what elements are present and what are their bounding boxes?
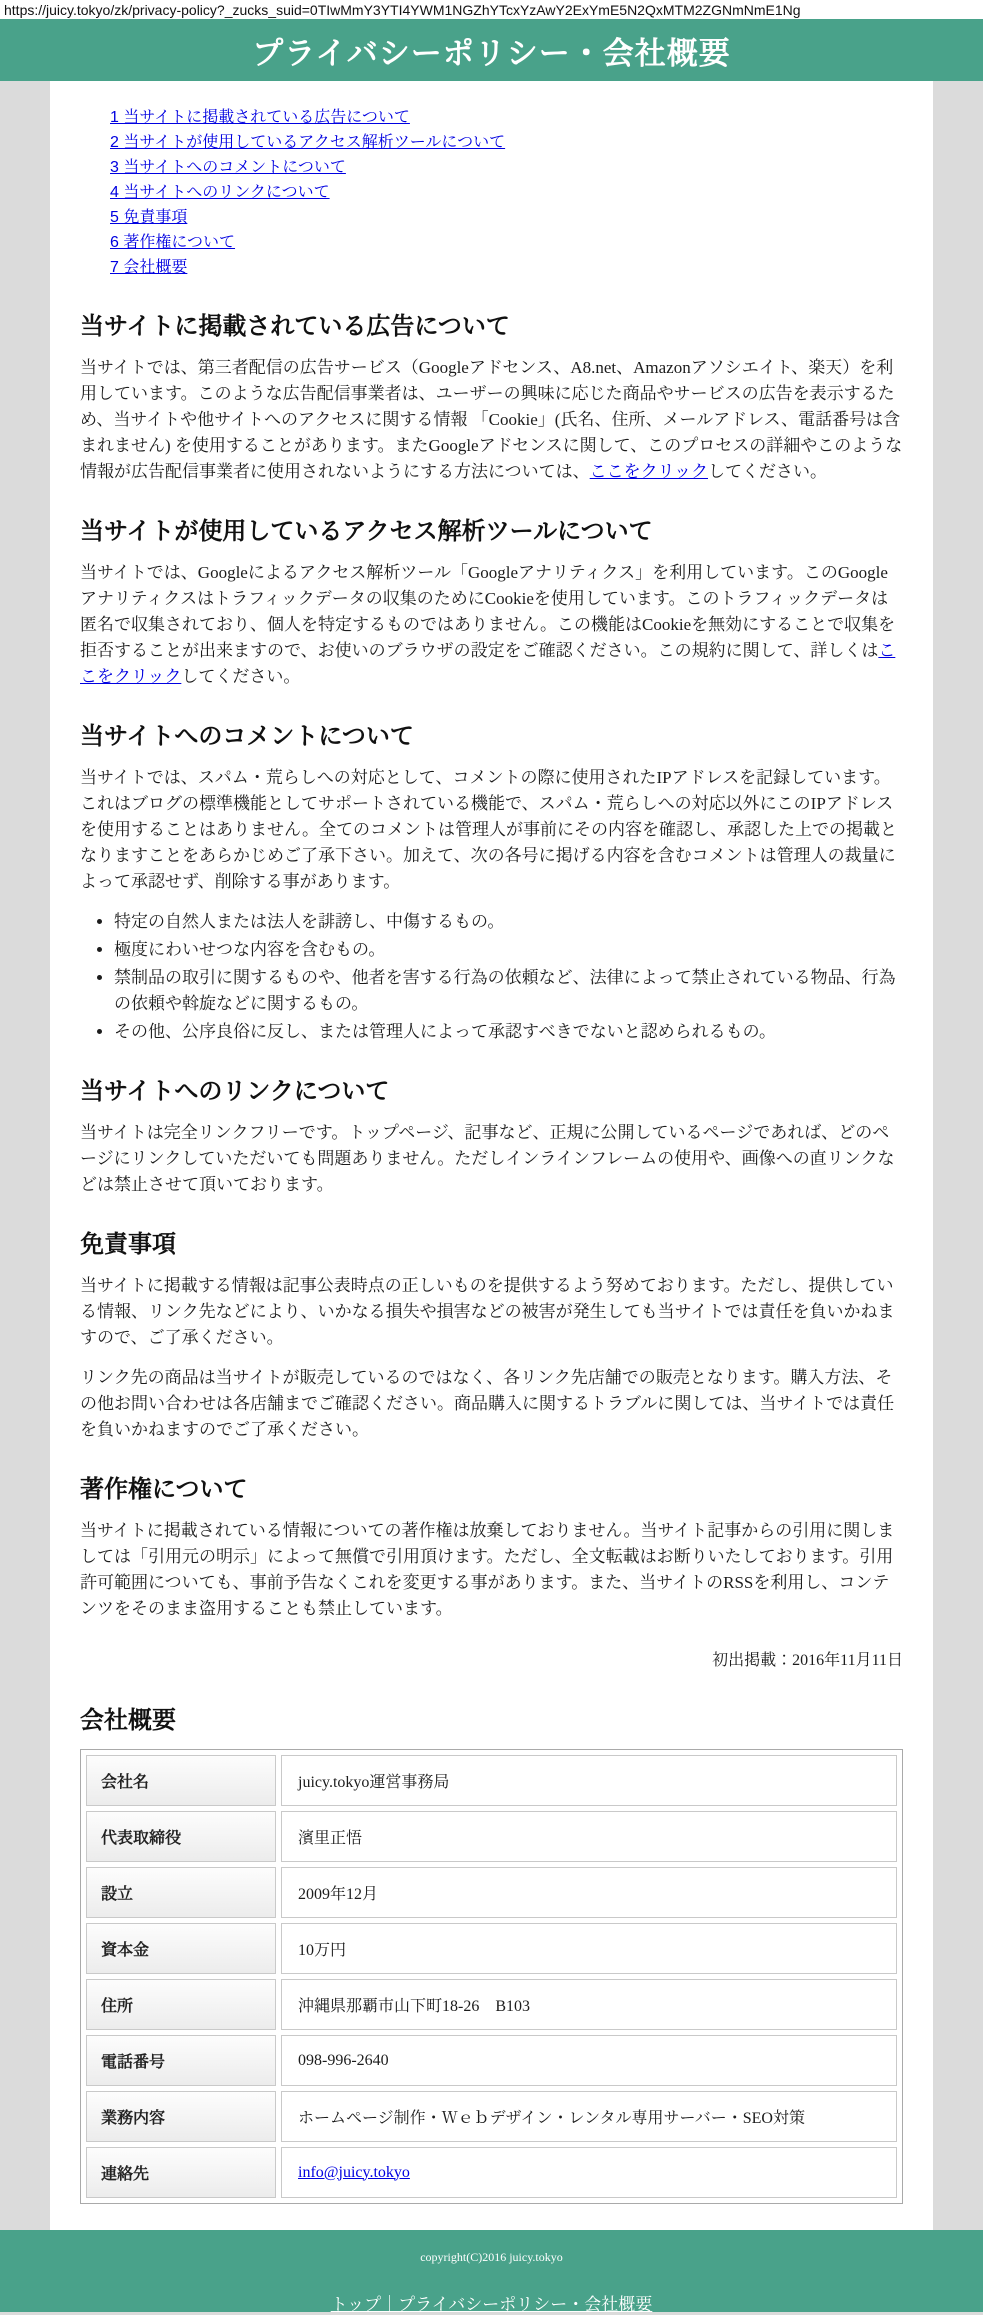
- contact-email-link[interactable]: info@juicy.tokyo: [298, 2163, 410, 2181]
- analytics-text-before: 当サイトでは、Googleによるアクセス解析ツール「Googleアナリティクス」を利用しています。このGoogleアナリティクスはトラフィックデータの収集のためにCookieを使用しています。このトラフィックデータは匿名で収集されており、個人を特定するものではありません。この機能はCookieを無効にすることで収集を拒否することが出来ますので、お使いのブラウザの設定をご確認ください。この規約に関して、詳しくは: [80, 563, 896, 660]
- paragraph-disclaimer-2: リンク先の商品は当サイトが販売しているのではなく、各リンク先店舗での販売となります。購入方法、その他お問い合わせは各店舗までご確認ください。商品購入に関するトラブルに関しては、当サイトでは責任を負いかねますのでご了承ください。: [80, 1368, 895, 1439]
- page-url: https://juicy.tokyo/zk/privacy-policy?_zucks_suid=0TIwMmY3YTI4YWM1NGZhYTcxYzAwY2ExYmE5N2QxMTM2ZGNmNmE1Ng: [0, 0, 983, 19]
- paragraph-site-links: 当サイトは完全リンクフリーです。トップページ、記事など、正規に公開しているページであれば、どのページにリンクしていただいても問題ありません。ただしインラインフレームの使用や、画像への直リンクなどは禁止させて頂いております。: [80, 1123, 895, 1194]
- page-title: プライバシーポリシー・会社概要: [252, 35, 731, 71]
- main-content: [50, 81, 933, 2230]
- ads-click-here-link[interactable]: ここをクリック: [589, 462, 708, 481]
- heading-copyright: 著作権について: [80, 1476, 248, 1503]
- company-row-label: 電話番号: [86, 2035, 276, 2086]
- page-body: [0, 81, 983, 2230]
- footer-nav: [0, 2290, 983, 2315]
- company-row-value: [281, 2147, 897, 2198]
- company-row-label: 住所: [86, 1979, 276, 2030]
- company-row-label: 業務内容: [86, 2091, 276, 2142]
- company-row-value: 098-996-2640: [281, 2035, 897, 2086]
- heading-company: 会社概要: [80, 1707, 176, 1734]
- paragraph-copyright: 当サイトに掲載されている情報についての著作権は放棄しておりません。当サイト記事からの引用に関しましては「引用元の明示」によって無償で引用頂けます。ただし、全文転載はお断りいたしております。引用許可範囲についても、事前予告なくこれを変更する事があります。また、当サイトのRSSを利用し、コンテンツをそのまま盗用することも禁止しています。: [80, 1521, 895, 1618]
- list-item: • 極度にわいせつな内容を含むもの。: [114, 937, 903, 963]
- company-row-label: 連絡先: [86, 2147, 276, 2198]
- list-item: • 特定の自然人または法人を誹謗し、中傷するもの。: [114, 909, 903, 935]
- list-item: • 禁制品の取引に関するものや、他者を害する行為の依頼など、法律によって禁止されている物品、行為の依頼や斡旋などに関するもの。: [114, 965, 903, 1017]
- company-row-value: ホームページ制作・Ｗｅｂデザイン・レンタル専用サーバー・SEO対策: [281, 2091, 897, 2142]
- paragraph-ads: [80, 355, 903, 485]
- toc-link-company[interactable]: 7 会社概要: [110, 259, 188, 276]
- site-header: [0, 19, 983, 81]
- list-item: • その他、公序良俗に反し、または管理人によって承認すべきでないと認められるもの。: [114, 1019, 903, 1045]
- company-row-label: 資本金: [86, 1923, 276, 1974]
- company-row-label: 会社名: [86, 1755, 276, 1806]
- analytics-click-here-link[interactable]: ここをクリック: [80, 641, 896, 686]
- paragraph-analytics: [80, 560, 903, 690]
- toc-link-analytics[interactable]: 2 当サイトが使用しているアクセス解析ツールについて: [110, 134, 506, 151]
- heading-analytics: 当サイトが使用しているアクセス解析ツールについて: [80, 518, 653, 545]
- paragraph-disclaimer-1: 当サイトに掲載する情報は記事公表時点の正しいものを提供するよう努めております。ただし、提供している情報、リンク先などにより、いかなる損失や損害などの被害が発生しても当サイトでは責任を負いかねますので、ご了承ください。: [80, 1276, 895, 1347]
- table-row: [86, 2035, 897, 2086]
- comments-prohibited-list: [80, 909, 903, 1045]
- company-row-value: 濱里正悟: [281, 1811, 897, 1862]
- footer-nav-link[interactable]: トップ｜プライバシーポリシー・会社概要: [330, 2295, 653, 2314]
- company-row-label: 代表取締役: [86, 1811, 276, 1862]
- toc-link-disclaimer[interactable]: 5 免責事項: [110, 209, 188, 226]
- company-info-table: [80, 1749, 903, 2204]
- table-row: [86, 1867, 897, 1918]
- table-row: [86, 2091, 897, 2142]
- table-row: [86, 1923, 897, 1974]
- toc-link-comments[interactable]: 3 当サイトへのコメントについて: [110, 159, 346, 176]
- company-row-value: juicy.tokyo運営事務局: [281, 1755, 897, 1806]
- heading-comments: 当サイトへのコメントについて: [80, 723, 414, 750]
- footer-copyright: copyright(C)2016 juicy.tokyo: [420, 2250, 563, 2264]
- table-row: [86, 1755, 897, 1806]
- heading-site-links: 当サイトへのリンクについて: [80, 1078, 390, 1105]
- site-footer: [0, 2230, 983, 2312]
- heading-ads: 当サイトに掲載されている広告について: [80, 313, 510, 340]
- toc-link-copyright[interactable]: 6 著作権について: [110, 234, 236, 251]
- ads-text-before: 当サイトでは、第三者配信の広告サービス（Googleアドセンス、A8.net、Amazonアソシエイト、楽天）を利用しています。このような広告配信事業者は、ユーザーの興味に応じた商品やサービスの広告を表示するため、当サイトや他サイトへのアクセスに関する情報 「Cookie」(氏名、住所、メールアドレス、電話番号は含まれません) を使用することがあります。またGoogleアドセンスに関して、このプロセスの詳細やこのような情報が広告配信事業者に使用されないようにする方法については、: [80, 358, 903, 481]
- company-row-label: 設立: [86, 1867, 276, 1918]
- table-row: [86, 2147, 897, 2198]
- paragraph-comments: 当サイトでは、スパム・荒らしへの対応として、コメントの際に使用されたIPアドレスを記録しています。これはブログの標準機能としてサポートされている機能で、スパム・荒らしへの対応以外にこのIPアドレスを使用することはありません。全てのコメントは管理人が事前にその内容を確認し、承認した上での掲載となりますことをあらかじめご了承下さい。加えて、次の各号に掲げる内容を含むコメントは管理人の裁量によって承認せず、削除する事があります。: [80, 768, 898, 891]
- first-published-date: 初出掲載：2016年11月11日: [712, 1652, 903, 1669]
- company-row-value: 2009年12月: [281, 1867, 897, 1918]
- table-row: [86, 1979, 897, 2030]
- toc-link-site-links[interactable]: 4 当サイトへのリンクについて: [110, 184, 330, 201]
- company-row-value: 沖縄県那覇市山下町18-26 B103: [281, 1979, 897, 2030]
- toc-link-ads[interactable]: 1 当サイトに掲載されている広告について: [110, 109, 410, 126]
- table-of-contents: [110, 105, 903, 280]
- table-row: [86, 1811, 897, 1862]
- ads-text-after: してください。: [708, 462, 827, 481]
- heading-disclaimer: 免責事項: [80, 1231, 176, 1258]
- company-row-value: 10万円: [281, 1923, 897, 1974]
- analytics-text-after: してください。: [181, 667, 301, 686]
